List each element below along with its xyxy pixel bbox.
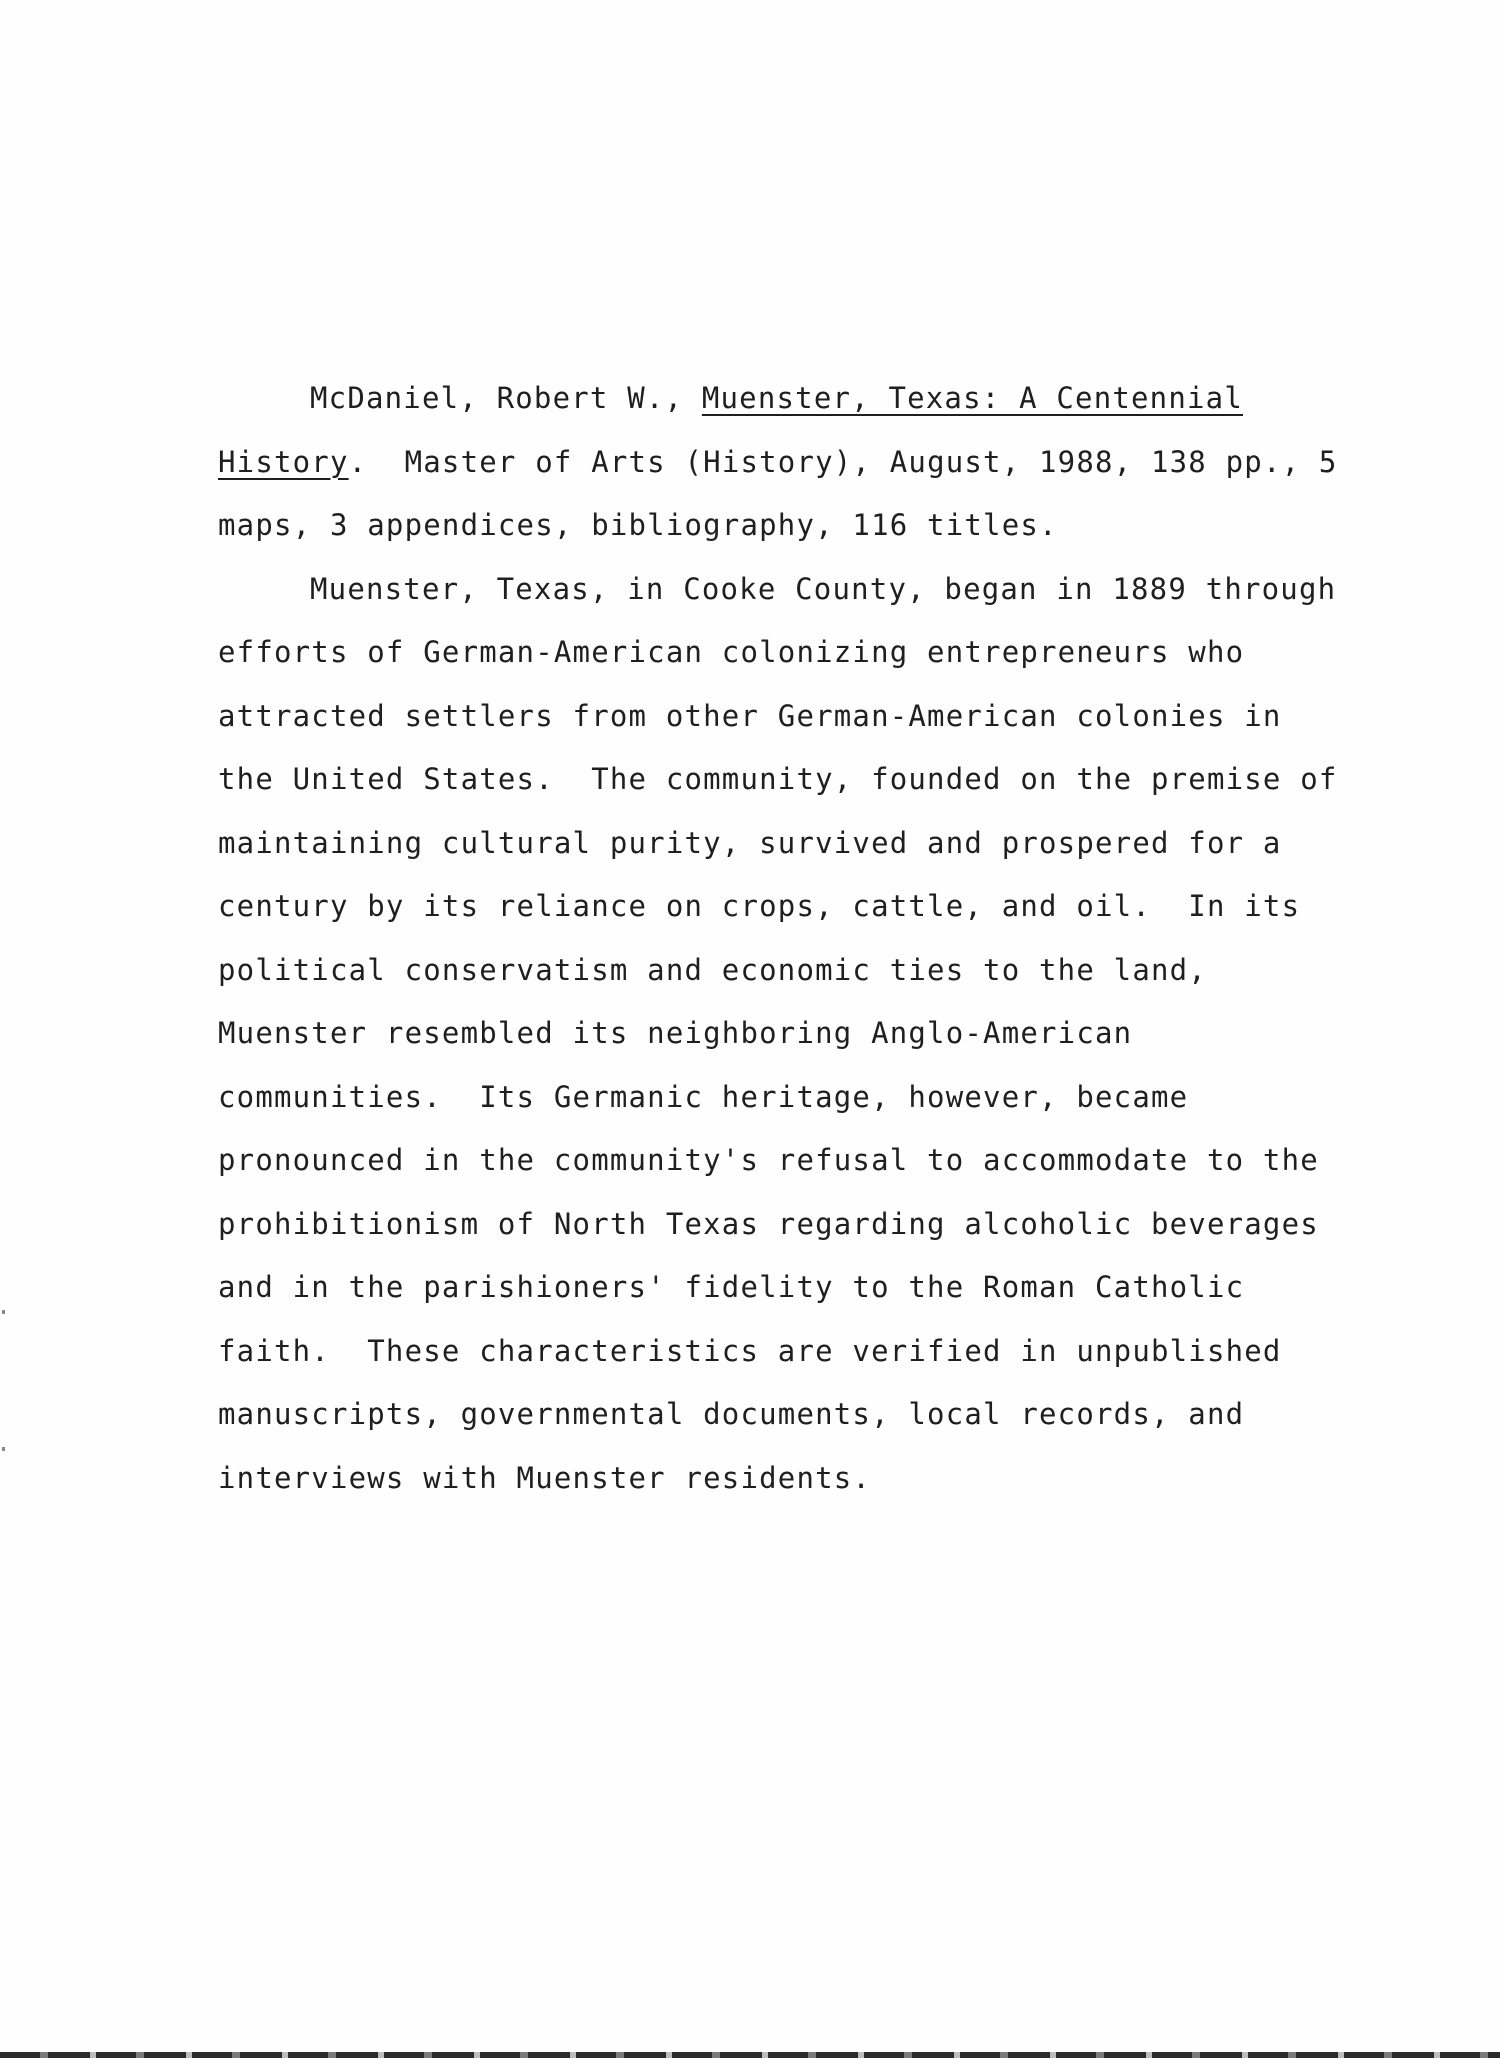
abstract-line: prohibitionism of North Texas regarding alcoholic beverages bbox=[218, 1206, 1319, 1241]
citation-line-1 bbox=[218, 367, 1358, 431]
abstract-line: maintaining cultural purity, survived and prospered for a bbox=[218, 825, 1282, 860]
citation-title-part1: Muenster, Texas: A Centennial bbox=[701, 381, 1243, 415]
abstract-line: century by its reliance on crops, cattle, and oil. In its bbox=[218, 889, 1301, 923]
citation-line-3: maps, 3 appendices, bibliography, 116 titles. bbox=[218, 508, 1058, 542]
citation-line-2 bbox=[218, 431, 1358, 495]
abstract-line: political conservatism and economic ties to the land, bbox=[218, 952, 1207, 987]
abstract-line: the United States. The community, founded on the premise of bbox=[218, 762, 1338, 796]
citation-details: . Master of Arts (History), August, 1988, 138 pp., 5 bbox=[348, 444, 1338, 479]
abstract-text-block bbox=[218, 367, 1358, 1510]
abstract-line: attracted settlers from other German-American colonies in bbox=[218, 698, 1282, 733]
scan-speck bbox=[2, 1447, 5, 1451]
abstract-line: Muenster, Texas, in Cooke County, began in 1889 through bbox=[310, 571, 1337, 606]
scan-speck bbox=[2, 1310, 5, 1314]
abstract-line: faith. These characteristics are verified in unpublished bbox=[218, 1333, 1282, 1368]
abstract-line: Muenster resembled its neighboring Anglo-American bbox=[218, 1016, 1133, 1050]
abstract-line: and in the parishioners' fidelity to the Roman Catholic bbox=[218, 1270, 1245, 1304]
scan-bottom-edge bbox=[0, 2052, 1500, 2058]
abstract-line: pronounced in the community's refusal to accommodate to the bbox=[218, 1143, 1319, 1177]
abstract-line: manuscripts, governmental documents, local records, and bbox=[218, 1397, 1245, 1431]
citation-author: McDaniel, Robert W., bbox=[310, 381, 702, 415]
citation-title-part2: History bbox=[218, 444, 349, 479]
abstract-line: interviews with Muenster residents. bbox=[218, 1460, 872, 1495]
abstract-line: communities. Its Germanic heritage, however, became bbox=[218, 1079, 1189, 1114]
abstract-line: efforts of German-American colonizing entrepreneurs who bbox=[218, 635, 1245, 669]
